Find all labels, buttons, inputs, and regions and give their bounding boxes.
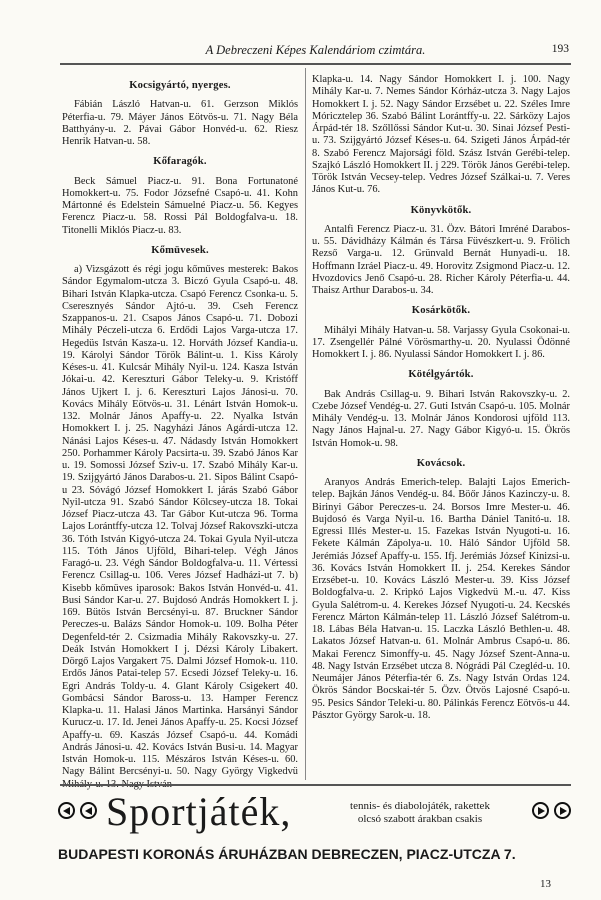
arrow-right-icon [532,802,549,819]
column-divider [305,68,306,780]
arrow-left-icon [58,802,75,819]
right-column [312,74,570,730]
directory-entries: Klapka-u. 14. Nagy Sándor Homokkert I. j. 100. Nagy Mihály Kar-u. 7. Nemes Sándor Kórház-utcza 3. Nagy Lajos Homokkert I. j. 52. Nagy Sándor Erzsébet u. 22. Széles Imre Móricztelep 36. Szabó Bálint Lorántffy-u. 22. Sárközy Lajos Árpád-tér 18. Szőllőssi Sándor Kut-u. 30. Sinai József Pesti-u. 73. Szijgyártó József Késes-u. 64. Szigeti János Árpád-tér 8. Szabó Ferencz Majorsági föld. Szász István Gerébi-telep. Szajkó László Homokkert II. j 229. Török János Gerébi-telep. Török István Vecsey-telep. Vedres József Szálkai-u. 7. Veres János Kut-u. 76. [312,74,570,196]
directory-entries: Antalfi Ferencz Piacz-u. 31. Özv. Bátori Imréné Darabos-u. 55. Dávidházy Kálmán és Társa Füvészkert-u. 9. Frölich Rezső Varga-u. 12. Grünvald Bernát Hunyadi-u. 18. Hoffmann Izráel Piacz-u. 49. Horovitz Zsigmond Piacz-u. 12. Hvozdovics Jenő Csapó-u. 28. Richer Károly Péterfia-u. 44. Thaisz Arthur Darabos-u. 34. [312,223,570,296]
section-heading: Kőmüvesek. [151,244,209,256]
arrow-left-icon [80,802,97,819]
arrow-right-icon [554,802,571,819]
ad-banner: BUDAPESTI KORONÁS ÁRUHÁZBAN DEBRECZEN, PIACZ-UTCZA 7. [58,846,516,862]
directory-entries: a) Vizsgázott és régi jogu kőműves mesterek: Bakos Sándor Egymalom-utcza 3. Biczó Gyula Csapó-u. 48. Bihari István Klapka-utcza. Csapó Ferencz Csonka-u. 5. Cseresznyés Sándor Ajtó-u. 39. Cseh Ferencz Szappanos-u. 21. Csapos János Csapó-u. 71. Dobozi Mihály Péczeli-utcza 6. Erdődi Lajos Varga-utcza 17. Hegedüs István Kasza-u. 12. Horváth József Kandia-u. 19. Károlyi Sándor Török Bálint-u. 1. Kiss Károly Késes-u. 41. Kulcsár Mihály Nyil-u. 124. Kasza István Jókai-u. 42. Kereszturi Gábor Teleky-u. 9. Kristóff János Ujkert I. j. 6. Kereszturi Lajos Jánosi-u. 70. Kovács Mihály Eötvös-u. 31. Lénárt István Homok-u. 132. Molnár János Apaffy-u. 22. Nyalka István Homokkert I. j. 25. Nagyházi János Agárdi-utcza 12. Nánási Lajos Késes-u. 47. Nádasdy István Homokkert 250. Porhammer Károly Pacsirta-u. 39. Szabó János Kar u. 19. Somossi József Sziv-u. 17. Szabó Mihály Kar-u. 19. Szijgyártó János Darabos-u. 21. Sipos Bálint Csapó-u 23. Sóvágó József Homokkert I. járás Szabó Gábor Nyil-utcza 91. Szabó Sándor Kölcsey-utcza 18. Tokai József Piacz-utcza 43. Tar Gábor Kut-utcza 96. Torma Lajos Lorántffy-utcza 12. Tolvaj József Rakovszki-utcza 36. Tóth István Kigyó-utcza 24. Tokai Gyula Nyil-utcza 115. Tóth János Ujföld, Bihari-telep. Végh János Faragó-u. 23. Végh Sándor Boldogfalva-u. 11. Vértessi Ferencz Csillag-u. 106. Veres József Hadházi-ut 7. b) Kisebb kőmüves iparosok: Bakos István Honvéd-u. 41. Busi Sándor Kar-u. 27. Bujdosó András Homokkert I. j. 169. Bütös István Bercsényi-u. 87. Bruckner Sándor Pereczes-u. Balázs Sándor Homok-u. 109. Bolha Péter Degenfeld-tér 2. Csizmadia Mihály Rakovszky-u. 27. Deák István Homokkert I j. Dézsi Károly Libakert. Dörgő Lajos Vargakert 75. Dalmi József Homok-u. 110. Erdős János Patai-telep 57. Ecsedi József Teleky-u. 16. Egri András Toldy-u. 4. Glant Károly Csigekert 40. Gombácsi Sándor Baross-u. 13. Hamper Ferencz Klapka-u. 11. Halasi János Martinka. Harsányi Sándor Kurucz-u. 17. Id. Jenei János Apaffy-u. 25. Kocsi József Apaffy-u. 69. Kaszás József Csapó-u. 44. Komádi András Jánosi-u. 42. Kovács István Busi-u. 14. Magyar István Homok-u. 115. Mészáros István Késes-u. 60. Nagy Bálint Bercsényi-u. 50. Nagy György Vigkedvü [62,264,298,778]
ad-line-1: tennis- és diabolojáték, rakettek [350,800,490,812]
section-heading: Könyvkötők. [410,204,472,216]
left-column [62,74,298,799]
page-number: 193 [551,43,569,55]
footer-rule [60,784,571,786]
directory-entries: Mihályi Mihály Hatvan-u. 58. Varjassy Gyula Csokonai-u. 17. Zsengellér Pálné Vörösmarthy-u. 20. Nyulassi Ödönné Homokkert I. j. 86. Nyulassi Sándor Homokkert I. j. 86. [312,324,570,360]
section-heading: Kötélgyártók. [408,369,474,381]
section-heading: Kovácsok. [416,457,466,469]
ad-text [330,800,510,826]
directory-entries: Beck Sámuel Piacz-u. 91. Bona Fortunatoné Homokkert-u. 75. Fodor Józsefné Csapó-u. 41. Kohn Mártonné és Edelstein Sámuelné Piacz-u. 56. Kegyes Ferencz Piacz-u. 58. Rossi Pál Boldogfalva-u. 18. Titonelli Miklós Piacz-u. 83. [62,175,298,236]
ad-line-2: olcsó szabott árakban csakis [357,813,483,825]
header-rule [60,63,571,65]
section-heading: Kőfaragók. [153,156,207,168]
running-header [62,43,569,59]
ad-headline: Sportjáték, [106,789,292,834]
advertisement [58,789,571,842]
directory-entries: Fábián László Hatvan-u. 61. Gerzson Miklós Péterfia-u. 79. Máyer János Eötvös-u. 71. Nagy Béla Batthyány-u. 2. Pávai Gábor Honvéd-u. 62. Riesz Henrik Hatvan-u. 58. [62,99,298,147]
header-title: A Debreczeni Képes Kalendáriom czimtára. [205,43,426,57]
section-heading: Kosárkötők. [411,305,471,317]
section-heading: Kocsigyártó, nyerges. [129,80,231,91]
signature-mark: 13 [540,878,551,890]
directory-entries: Bak András Csillag-u. 9. Bihari István Rakovszky-u. 2. Czebe József Vendég-u. 27. Guti István Csapó-u. 105. Molnár Mihály Vendég-u. 13. Molnár János Kondorosi ujföld 113. Nagy János Hajnal-u. 27. Nagy Gábor Kigyó-u. 15. Ökrös István Homok-u. 98. [312,388,570,449]
directory-entries: Aranyos András Emerich-telep. Balajti Lajos Emerich-telep. Bajkán János Vendég-u. 84. Böőr János Kazinczy-u. 8. Birinyi Gábor Pereczes-u. 24. Borsos Imre Mester-u. 46. Bujdosó és Varga Nyil-u. 16. Bartha Dániel Tanitó-u. 18. Egressi Illés Mester-u. 15. Fazekas István Nyugoti-u. 16. Fekete Kálmán Zápolya-u. 10. Háló Sándor Ujföld 58. Jerémiás József Apaffy-u. 155. Ifj. Jerémiás József Kinizsi-u. 36. Kovács István Homokkert II. j. 254. Kerekes Sándor Erzsébet-u. 10. Kovács László Mester-u. 39. Kiss József Boldogfalva-u. 2. Kripkó Lajos Vigkedvü M.-u. 47. Kiss Gyula Salétrom-u. 4. Kerekes József Nyugoti-u. 24. Kecskés Ferencz Márton Kálmán-telep 11. László József Salétrom-u. 18. Lábas Béla Hatvan-u. 15. Laczka László Bethlen-u. 48. Lakatos József Hatvan-u. 61. Molnár Ambrus Csapó-u. 86. Makai Ferencz Simonffy-u. 45. Nagy József Szent-Anna-u. 48. Nagy István Erzsébet utcza 8. Nógrádi Pál Czegléd-u. 10. Neumájer János Péterfia-tér 6. Zs. Nagy István Ordas 124. Ökrös Sándor Bocskai-tér 5. Özv. Ötvös Lajosné Csapó-u. 95. Pesics Sándor Teleki-u. 80. Pálinkás Ferencz Eötvös-u 44. Pásztor György Sarok-u. 18. [312,477,570,721]
